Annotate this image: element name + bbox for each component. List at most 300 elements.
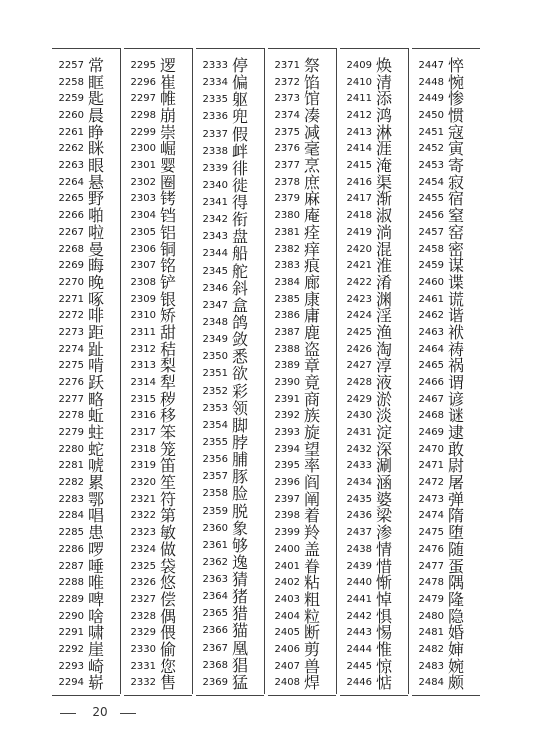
entry-row	[52, 174, 120, 192]
entry-character: 惟	[376, 639, 393, 659]
entry-row	[52, 407, 120, 425]
entry-character: 谍	[448, 272, 465, 292]
entry-number: 2410	[346, 76, 372, 88]
entry-row	[340, 307, 408, 325]
entry-number: 2443	[346, 627, 372, 639]
entry-row	[196, 622, 264, 640]
entry-character: 敛	[232, 330, 249, 350]
entry-character: 啤	[88, 589, 105, 609]
entry-number: 2453	[418, 160, 444, 172]
entry-row	[52, 307, 120, 325]
entry-row	[412, 257, 480, 275]
entry-row	[196, 228, 264, 246]
entry-row	[340, 107, 408, 125]
entry-row	[196, 74, 264, 92]
entry-row	[340, 324, 408, 342]
entry-number: 2317	[130, 427, 156, 439]
entry-number: 2482	[418, 643, 444, 655]
entry-row	[412, 541, 480, 559]
entry-character: 淑	[376, 206, 393, 226]
entry-character: 您	[160, 656, 177, 676]
entry-row	[196, 605, 264, 623]
entry-character: 惨	[448, 89, 465, 109]
entry-row	[340, 374, 408, 392]
entry-number: 2394	[274, 443, 300, 455]
entry-row	[412, 424, 480, 442]
entry-number: 2427	[346, 360, 372, 372]
entry-row	[268, 491, 336, 509]
entry-character: 矫	[160, 306, 177, 326]
entry-row	[124, 324, 192, 342]
entry-character: 梁	[376, 506, 393, 526]
entry-number: 2333	[202, 60, 228, 71]
entry-number: 2429	[346, 393, 372, 405]
entry-row	[340, 641, 408, 659]
entry-number: 2449	[418, 93, 444, 105]
entry-row	[340, 658, 408, 676]
entry-number: 2316	[130, 410, 156, 422]
entry-number: 2283	[58, 493, 84, 505]
entry-character: 袱	[448, 322, 465, 342]
entry-character: 阎	[304, 473, 321, 493]
entry-character: 舵	[232, 261, 249, 281]
entry-number: 2292	[58, 643, 84, 655]
entry-row	[412, 307, 480, 325]
entry-number: 2425	[346, 326, 372, 338]
entry-number: 2366	[202, 625, 228, 637]
entry-number: 2324	[130, 543, 156, 555]
entry-row	[340, 140, 408, 158]
entry-number: 2288	[58, 577, 84, 589]
entry-number: 2341	[202, 197, 228, 209]
entry-row	[340, 407, 408, 425]
entry-character: 淮	[376, 256, 393, 276]
entry-number: 2378	[274, 176, 300, 188]
entry-row	[412, 241, 480, 259]
entry-character: 康	[304, 289, 321, 309]
entry-character: 屠	[448, 473, 465, 493]
entry-row	[196, 91, 264, 109]
entry-character: 逮	[448, 423, 465, 443]
entry-row	[268, 57, 336, 75]
entry-row	[412, 324, 480, 342]
entry-character: 寄	[448, 156, 465, 176]
entry-row	[52, 57, 120, 75]
entry-number: 2428	[346, 377, 372, 388]
character-column	[124, 48, 192, 696]
entry-character: 婶	[448, 639, 465, 659]
entry-character: 猫	[232, 621, 249, 641]
entry-row	[124, 341, 192, 359]
entry-number: 2466	[418, 377, 444, 388]
entry-row	[340, 74, 408, 92]
entry-character: 庶	[304, 172, 321, 192]
entry-number: 2303	[130, 193, 156, 205]
entry-character: 淋	[376, 122, 393, 142]
entry-row	[124, 224, 192, 242]
entry-number: 2384	[274, 276, 300, 288]
entry-character: 悬	[88, 172, 105, 192]
character-column	[196, 48, 264, 696]
entry-character: 斜	[232, 278, 249, 298]
entry-row	[412, 157, 480, 175]
entry-row	[268, 391, 336, 409]
entry-row	[412, 224, 480, 242]
entry-row	[268, 524, 336, 542]
entry-character: 秸	[160, 339, 177, 359]
entry-number: 2269	[58, 260, 84, 272]
entry-number: 2446	[346, 677, 372, 689]
entry-row	[52, 441, 120, 459]
entry-number: 2479	[418, 593, 444, 605]
entry-character: 笼	[160, 439, 177, 459]
entry-row	[196, 314, 264, 332]
entry-number: 2345	[202, 265, 228, 277]
entry-character: 眷	[304, 556, 321, 576]
entry-row	[52, 257, 120, 275]
entry-character: 野	[88, 189, 105, 209]
entry-number: 2386	[274, 310, 300, 322]
entry-number: 2285	[58, 527, 84, 539]
entry-number: 2423	[346, 293, 372, 305]
entry-number: 2274	[58, 343, 84, 355]
entry-number: 2463	[418, 326, 444, 338]
entry-character: 惧	[376, 606, 393, 626]
entry-row	[52, 124, 120, 142]
entry-character: 帷	[160, 89, 177, 109]
entry-character: 猎	[232, 604, 249, 624]
entry-character: 啃	[88, 356, 105, 376]
entry-character: 铲	[160, 272, 177, 292]
entry-character: 眼	[88, 156, 105, 176]
entry-number: 2325	[130, 560, 156, 572]
entry-number: 2417	[346, 193, 372, 205]
entry-character: 寇	[448, 122, 465, 142]
entry-row	[52, 658, 120, 676]
character-column	[340, 48, 408, 696]
entry-character: 谋	[448, 256, 465, 276]
entry-number: 2318	[130, 443, 156, 455]
page-number: 20	[92, 705, 108, 719]
entry-row	[340, 441, 408, 459]
column-divider	[264, 48, 265, 694]
entry-number: 2363	[202, 574, 228, 586]
entry-character: 窑	[448, 222, 465, 242]
entry-row	[268, 424, 336, 442]
entry-character: 祭	[304, 56, 321, 75]
entry-row	[124, 157, 192, 175]
entry-number: 2407	[274, 660, 300, 672]
entry-character: 蛇	[88, 439, 105, 459]
entry-row	[52, 207, 120, 225]
entry-number: 2374	[274, 110, 300, 122]
entry-character: 得	[232, 193, 249, 213]
entry-number: 2371	[274, 60, 300, 71]
entry-row	[196, 503, 264, 521]
entry-number: 2397	[274, 493, 300, 505]
entry-row	[340, 190, 408, 208]
entry-character: 深	[376, 439, 393, 459]
entry-row	[412, 107, 480, 125]
entry-row	[268, 174, 336, 192]
entry-number: 2442	[346, 610, 372, 622]
entry-row	[196, 126, 264, 144]
entry-row	[196, 263, 264, 281]
entry-character: 族	[304, 406, 321, 426]
entry-number: 2331	[130, 660, 156, 672]
entry-number: 2344	[202, 248, 228, 260]
entry-row	[268, 90, 336, 108]
entry-number: 2381	[274, 226, 300, 238]
entry-row	[196, 417, 264, 435]
entry-row	[412, 558, 480, 576]
entry-row	[196, 674, 264, 692]
entry-number: 2279	[58, 427, 84, 439]
entry-row	[340, 124, 408, 142]
entry-number: 2447	[418, 60, 444, 71]
entry-number: 2326	[130, 577, 156, 589]
entry-character: 唾	[88, 556, 105, 576]
entry-number: 2289	[58, 593, 84, 605]
entry-row	[340, 90, 408, 108]
entry-character: 偶	[160, 606, 177, 626]
entry-row	[124, 407, 192, 425]
entry-number: 2465	[418, 360, 444, 372]
entry-row	[196, 160, 264, 178]
entry-character: 谐	[448, 306, 465, 326]
entry-number: 2320	[130, 477, 156, 489]
entry-character: 移	[160, 406, 177, 426]
entry-row	[124, 457, 192, 475]
entry-row	[52, 74, 120, 92]
entry-character: 偷	[160, 639, 177, 659]
entry-number: 2327	[130, 593, 156, 605]
entry-row	[268, 257, 336, 275]
entry-character: 焕	[376, 56, 393, 75]
entry-number: 2376	[274, 143, 300, 155]
entry-character: 商	[304, 389, 321, 409]
entry-character: 添	[376, 89, 393, 109]
entry-character: 谜	[448, 406, 465, 426]
entry-number: 2377	[274, 160, 300, 172]
entry-number: 2478	[418, 577, 444, 589]
entry-row	[52, 324, 120, 342]
entry-row	[52, 291, 120, 309]
entry-row	[340, 424, 408, 442]
entry-number: 2260	[58, 110, 84, 122]
entry-row	[52, 140, 120, 158]
entry-number: 2311	[130, 326, 156, 338]
entry-character: 渠	[376, 172, 393, 192]
entry-row	[340, 474, 408, 492]
entry-row	[340, 507, 408, 525]
entry-number: 2388	[274, 343, 300, 355]
entry-character: 清	[376, 72, 393, 92]
entry-row	[196, 365, 264, 383]
entry-row	[52, 457, 120, 475]
entry-character: 笙	[160, 473, 177, 493]
entry-row	[268, 341, 336, 359]
entry-number: 2328	[130, 610, 156, 622]
entry-number: 2398	[274, 510, 300, 522]
entry-character: 隋	[448, 506, 465, 526]
column-divider	[336, 48, 337, 694]
entry-character: 唱	[88, 506, 105, 526]
entry-number: 2392	[274, 410, 300, 422]
entry-character: 跃	[88, 373, 105, 392]
entry-character: 淌	[376, 222, 393, 242]
entry-character: 盖	[304, 539, 321, 559]
entry-number: 2448	[418, 76, 444, 88]
entry-number: 2321	[130, 493, 156, 505]
entry-number: 2354	[202, 419, 228, 431]
entry-row	[196, 143, 264, 161]
entry-character: 淘	[376, 339, 393, 359]
entry-character: 睁	[88, 122, 105, 142]
entry-character: 脱	[232, 501, 249, 521]
entry-character: 淫	[376, 306, 393, 326]
entry-number: 2284	[58, 510, 84, 522]
entry-number: 2353	[202, 402, 228, 414]
entry-character: 竟	[304, 373, 321, 392]
entry-character: 尉	[448, 456, 465, 476]
entry-row	[268, 507, 336, 525]
entry-row	[340, 524, 408, 542]
entry-number: 2455	[418, 193, 444, 205]
entry-character: 悴	[448, 56, 465, 75]
entry-character: 情	[376, 539, 393, 559]
entry-number: 2416	[346, 176, 372, 188]
entry-number: 2459	[418, 260, 444, 272]
entry-row	[268, 407, 336, 425]
entry-row	[340, 207, 408, 225]
entry-character: 敢	[448, 439, 465, 459]
entry-character: 婴	[160, 156, 177, 176]
entry-row	[196, 400, 264, 418]
entry-row	[196, 383, 264, 401]
entry-character: 崖	[88, 639, 105, 659]
entry-row	[52, 424, 120, 442]
entry-character: 剪	[304, 639, 321, 659]
entry-number: 2382	[274, 243, 300, 255]
entry-number: 2275	[58, 360, 84, 372]
entry-character: 盗	[304, 339, 321, 359]
entry-number: 2380	[274, 210, 300, 222]
entry-row	[196, 434, 264, 452]
entry-row	[124, 57, 192, 75]
entry-character: 隅	[448, 573, 465, 593]
entry-character: 鸿	[376, 106, 393, 126]
entry-row	[268, 307, 336, 325]
entry-row	[268, 241, 336, 259]
entry-row	[124, 591, 192, 609]
entry-number: 2435	[346, 493, 372, 505]
entry-row	[124, 558, 192, 576]
entry-row	[268, 541, 336, 559]
entry-character: 偿	[160, 589, 177, 609]
entry-character: 窒	[448, 206, 465, 226]
entry-row	[52, 224, 120, 242]
entry-number: 2421	[346, 260, 372, 272]
entry-character: 崇	[160, 122, 177, 142]
entry-character: 啦	[88, 222, 105, 242]
entry-number: 2314	[130, 377, 156, 388]
entry-number: 2290	[58, 610, 84, 622]
entry-number: 2332	[130, 677, 156, 689]
entry-character: 鄂	[88, 489, 105, 509]
entry-number: 2440	[346, 577, 372, 589]
entry-character: 凰	[232, 638, 249, 658]
entry-number: 2355	[202, 436, 228, 448]
entry-character: 啡	[88, 306, 105, 326]
entry-row	[196, 177, 264, 195]
entry-row	[196, 520, 264, 538]
entry-character: 猛	[232, 672, 249, 692]
entry-character: 阐	[304, 489, 321, 509]
entry-number: 2468	[418, 410, 444, 422]
entry-number: 2270	[58, 276, 84, 288]
entry-row	[52, 90, 120, 108]
entry-row	[412, 74, 480, 92]
entry-row	[196, 108, 264, 126]
entry-number: 2451	[418, 126, 444, 138]
entry-number: 2305	[130, 226, 156, 238]
entry-number: 2268	[58, 243, 84, 255]
entry-row	[340, 608, 408, 626]
entry-row	[412, 357, 480, 375]
entry-number: 2282	[58, 477, 84, 489]
entry-row	[52, 474, 120, 492]
entry-row	[412, 291, 480, 309]
entry-number: 2404	[274, 610, 300, 622]
entry-character: 船	[232, 244, 249, 264]
entry-character: 祸	[448, 356, 465, 376]
entry-character: 蚯	[88, 406, 105, 426]
entry-row	[124, 641, 192, 659]
entry-number: 2257	[58, 60, 84, 71]
entry-row	[52, 357, 120, 375]
entry-row	[196, 451, 264, 469]
column-divider	[120, 48, 121, 694]
entry-character: 章	[304, 356, 321, 376]
entry-number: 2403	[274, 593, 300, 605]
entry-character: 脯	[232, 450, 249, 470]
entry-character: 渗	[376, 523, 393, 543]
entry-character: 圈	[160, 172, 177, 192]
entry-row	[340, 291, 408, 309]
entry-number: 2295	[130, 60, 156, 71]
entry-character: 烹	[304, 156, 321, 176]
entry-number: 2348	[202, 317, 228, 329]
entry-character: 悠	[160, 573, 177, 593]
entry-number: 2349	[202, 334, 228, 346]
entry-number: 2464	[418, 343, 444, 355]
entry-character: 悼	[376, 589, 393, 609]
entry-number: 2431	[346, 427, 372, 439]
entry-character: 趾	[88, 339, 105, 359]
entry-character: 偏	[232, 73, 249, 93]
entry-row	[268, 124, 336, 142]
entry-character: 唯	[88, 573, 105, 593]
entry-number: 2409	[346, 60, 372, 71]
entry-row	[412, 624, 480, 642]
entry-character: 望	[304, 439, 321, 459]
entry-character: 馆	[304, 89, 321, 109]
entry-number: 2286	[58, 543, 84, 555]
entry-number: 2262	[58, 143, 84, 155]
entry-number: 2439	[346, 560, 372, 572]
entry-character: 堕	[448, 523, 465, 543]
